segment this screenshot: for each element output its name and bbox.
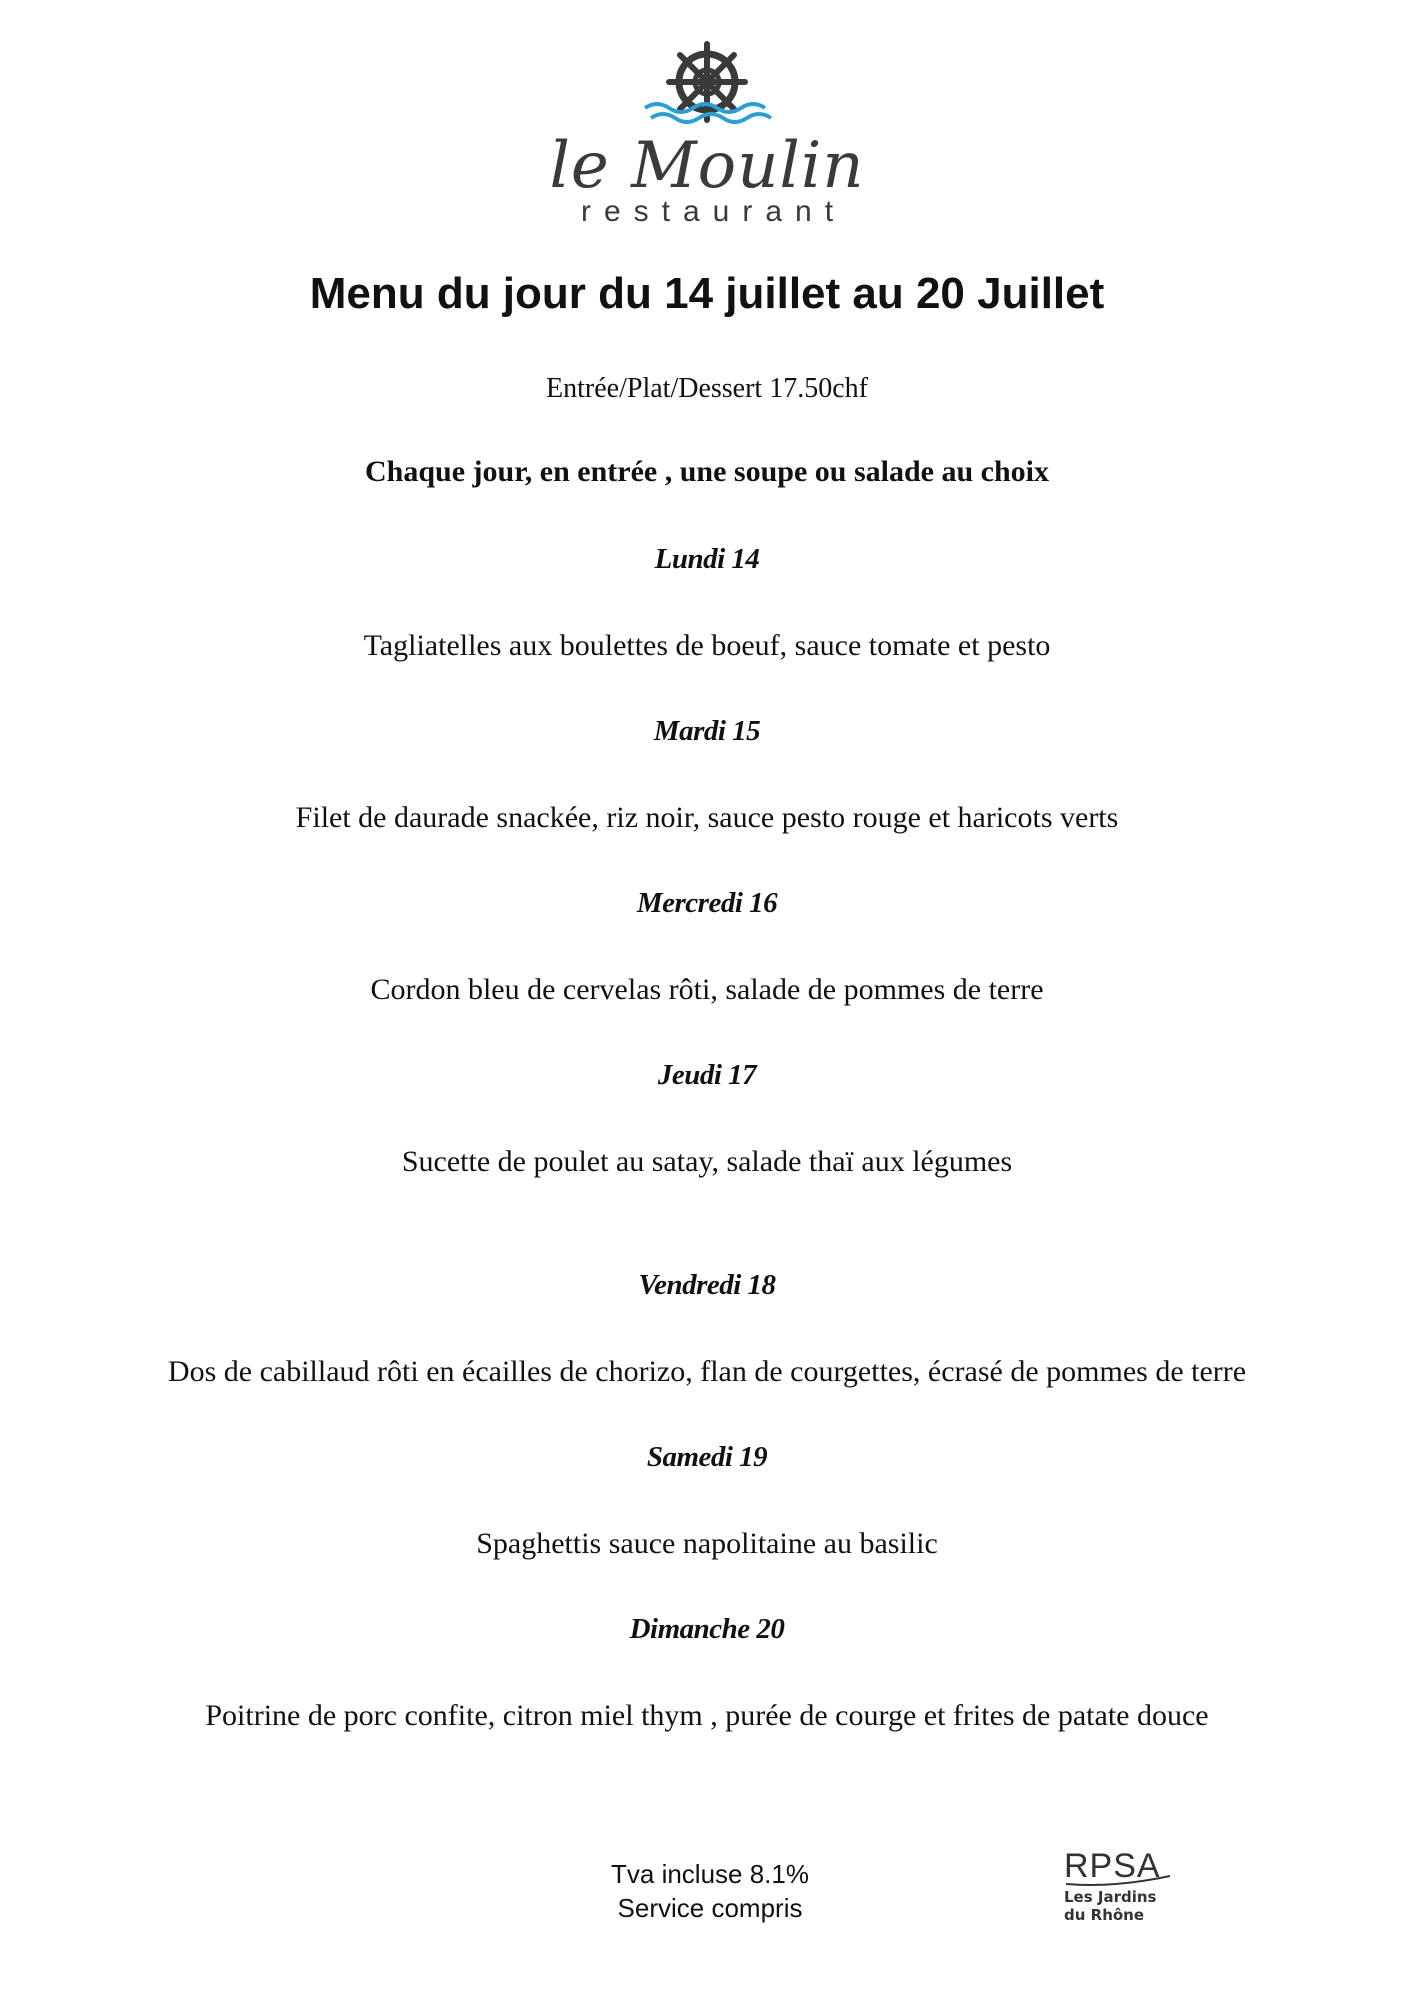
dish-thursday: Sucette de poulet au satay, salade thaï aux légumes bbox=[401, 1145, 1013, 1178]
day-heading-tuesday: Mardi 15 bbox=[653, 715, 761, 747]
service-note: Service compris bbox=[617, 1893, 803, 1923]
partner-logo-line2: du Rhône bbox=[1064, 1906, 1145, 1924]
dish-monday: Tagliatelles aux boulettes de boeuf, sauce tomate et pesto bbox=[363, 629, 1051, 662]
day-heading-wednesday: Mercredi 16 bbox=[636, 887, 778, 919]
partner-logo-line1: Les Jardins bbox=[1064, 1888, 1157, 1906]
day-heading-monday: Lundi 14 bbox=[654, 543, 760, 575]
day-heading-thursday: Jeudi 17 bbox=[657, 1059, 757, 1091]
day-heading-saturday: Samedi 19 bbox=[646, 1441, 768, 1473]
dish-friday: Dos de cabillaud rôti en écailles de chorizo, flan de courgettes, écrasé de pommes de terre bbox=[167, 1355, 1247, 1388]
logo-script-text: le Moulin bbox=[549, 129, 865, 203]
dish-saturday: Spaghettis sauce napolitaine au basilic bbox=[476, 1527, 938, 1560]
partner-logo-mark: RPSA bbox=[1064, 1847, 1161, 1885]
day-heading-sunday: Dimanche 20 bbox=[629, 1613, 785, 1645]
partner-logo bbox=[1064, 1848, 1184, 1924]
menu-title: Menu du jour du 14 juillet au 20 Juillet bbox=[309, 269, 1105, 318]
logo-subtitle: restaurant bbox=[580, 195, 847, 228]
dish-sunday: Poitrine de porc confite, citron miel thym , purée de courge et frites de patate douce bbox=[205, 1699, 1209, 1732]
day-heading-friday: Vendredi 18 bbox=[638, 1269, 776, 1301]
starter-note: Chaque jour, en entrée , une soupe ou salade au choix bbox=[365, 455, 1049, 488]
price-line: Entrée/Plat/Dessert 17.50chf bbox=[546, 373, 868, 404]
tva-note: Tva incluse 8.1% bbox=[611, 1859, 809, 1889]
restaurant-logo bbox=[0, 38, 1414, 228]
ship-wheel-icon bbox=[627, 38, 787, 128]
dish-tuesday: Filet de daurade snackée, riz noir, sauce pesto rouge et haricots verts bbox=[295, 801, 1119, 834]
dish-wednesday: Cordon bleu de cervelas rôti, salade de pommes de terre bbox=[370, 973, 1044, 1006]
